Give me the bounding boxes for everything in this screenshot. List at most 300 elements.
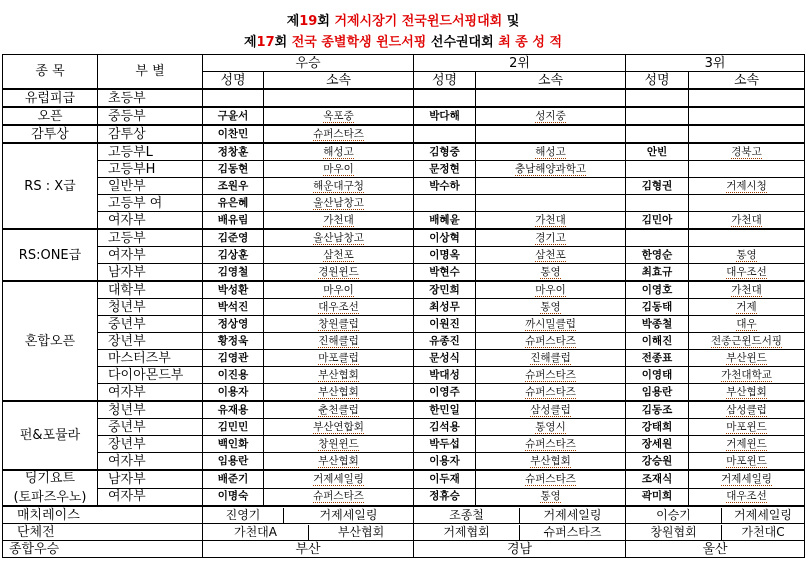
winner-name [626,384,689,402]
winner-affiliation [689,247,805,264]
winner-affiliation-text: 성지중 [535,109,566,122]
winner-affiliation [689,178,805,195]
event-cell [3,470,98,506]
winner-affiliation [264,333,414,350]
header-event: 종 목 [3,55,98,90]
winner-affiliation [689,107,805,125]
winner-name [626,107,689,125]
winner-name [626,488,689,506]
winner-name-text: 이영호 [641,283,673,296]
winner-affiliation-text: 슈퍼스타즈 [313,490,364,503]
match-race-third-affiliation: 거제세일링 [721,508,804,523]
winner-affiliation-text: 대우조선 [726,490,767,503]
winner-name [626,89,689,107]
winner-affiliation-text: 가천대학교 [721,368,772,381]
event-cell [3,229,98,281]
winner-name-text: 문성식 [429,351,460,364]
winner-name [203,488,264,506]
winner-name [414,453,476,471]
winner-affiliation [264,299,414,316]
winner-affiliation [476,247,626,264]
winner-affiliation-text: 통영 [540,300,561,313]
winner-name [626,125,689,143]
match-race-label: 매치레이스 [3,506,203,524]
winner-name-text: 한민일 [429,403,460,416]
division-cell: 초등부 [98,89,203,107]
winner-affiliation-text: 울산남창고 [313,231,364,244]
winner-name-text: 김동태 [641,300,673,313]
winner-name [414,125,476,143]
winner-name-text: 정상영 [217,317,249,330]
winner-name [203,125,264,143]
winner-affiliation-text: 거제 [736,300,757,313]
header-division: 부 별 [98,55,203,90]
winner-affiliation [264,436,414,453]
winner-affiliation [476,178,626,195]
winner-name-text: 배혜윤 [429,213,460,226]
winner-affiliation [476,107,626,125]
results-table [2,54,805,558]
winner-name-text: 박성환 [217,283,249,296]
winner-affiliation-text: 슈퍼스타즈 [525,385,576,398]
winner-affiliation [689,470,805,488]
division-cell: 청년부 [98,401,203,419]
winner-affiliation [264,161,414,178]
winner-name [626,143,689,161]
winner-affiliation [689,316,805,333]
winner-affiliation-text: 거제세일링 [313,472,364,485]
winner-affiliation-text: 통영 [540,490,561,503]
winner-affiliation-text: 부산협회 [318,385,359,398]
winner-name [203,384,264,402]
winner-affiliation [476,436,626,453]
winner-affiliation [476,143,626,161]
winner-name-text: 박대성 [429,368,460,381]
winner-name [626,436,689,453]
division-cell: 여자부 [98,488,203,506]
winner-name [626,281,689,299]
winner-name [203,89,264,107]
winner-affiliation-text: 해운대구청 [313,179,364,192]
winner-name [203,212,264,230]
winner-name-text: 황정욱 [217,334,249,347]
division-cell: 일반부 [98,178,203,195]
winner-name-text: 강승원 [641,454,673,467]
header-affiliation: 소속 [476,72,626,90]
winner-affiliation-text: 경기고 [535,231,566,244]
header-first-place: 우승 [203,55,414,72]
winner-name [626,453,689,471]
winner-name [626,247,689,264]
winner-affiliation-text: 부산윈드 [726,351,767,364]
winner-affiliation-text: 경원윈드 [318,265,359,278]
winner-name-text: 이용자 [217,385,249,398]
winner-affiliation-text: 창원윈드 [318,437,359,450]
team-second-b: 슈퍼스타즈 [519,525,625,540]
winner-name [203,367,264,384]
winner-affiliation [264,125,414,143]
winner-affiliation-text: 삼성클럽 [530,403,571,416]
winner-affiliation-text: 통영 [540,265,561,278]
winner-name-text: 유종진 [429,334,460,347]
winner-affiliation-text: 가천대 [731,213,762,226]
winner-affiliation [689,436,805,453]
winner-affiliation [264,384,414,402]
winner-name [414,143,476,161]
winner-affiliation-text: 가천대 [535,213,566,226]
winner-name-text: 이해진 [641,334,673,347]
winner-name [414,367,476,384]
winner-name [414,178,476,195]
team-second: 거제협회 [443,524,490,539]
winner-affiliation-text: 해성고 [323,145,354,158]
winner-affiliation-text: 창원클럽 [318,317,359,330]
winner-affiliation [264,247,414,264]
winner-affiliation-text: 거제시청 [726,179,767,192]
match-race-first-name: 진영기 [225,507,261,522]
winner-affiliation [476,333,626,350]
winner-name [414,384,476,402]
winner-affiliation-text: 삼천포 [323,248,354,261]
winner-name-text: 김민민 [217,420,249,433]
event-cell [3,281,98,401]
winner-name-text: 조재식 [641,472,673,485]
winner-affiliation-text: 해성고 [535,145,566,158]
winner-affiliation [476,488,626,506]
division-cell: 장년부 [98,436,203,453]
winner-name-text: 이영주 [429,385,460,398]
winner-affiliation [476,401,626,419]
event-name: RS:ONE급 [18,247,82,263]
winner-affiliation-text: 대우조선 [726,265,767,278]
division-cell: 감투상 [98,125,203,143]
overall-third: 울산 [626,541,805,558]
winner-affiliation [689,367,805,384]
winner-affiliation-text: 충남해양과학고 [514,162,586,175]
header-name: 성명 [414,72,476,90]
winner-name-text: 이명숙 [217,490,249,503]
winner-affiliation-text: 마포클럽 [318,351,359,364]
winner-affiliation [689,161,805,178]
winner-name-text: 최성무 [429,300,460,313]
winner-name [203,436,264,453]
event-cell [3,107,98,125]
winner-affiliation [476,89,626,107]
team-label: 단체전 [3,524,203,541]
winner-affiliation-text: 진해클럽 [530,351,571,364]
winner-name-text: 정창훈 [217,145,249,158]
event-name: 펀&포뮬라 [19,428,81,443]
winner-name-text: 유은혜 [217,196,249,209]
division-cell: 고등부L [98,143,203,161]
match-race-first-affiliation: 거제세일링 [283,508,413,523]
winner-name [626,333,689,350]
winner-affiliation [264,419,414,436]
title-line-2: 제17회 전국 종별학생 윈드서핑 선수권대회 최 종 성 적 [243,35,563,50]
winner-name-text: 박다해 [429,109,460,122]
winner-affiliation-text: 거제윈드 [726,437,767,450]
winner-name-text: 임용란 [217,454,249,467]
division-cell: 다이아몬드부 [98,367,203,384]
winner-name-text: 백인화 [217,437,249,450]
overall-first: 부산 [203,541,414,558]
winner-affiliation-text: 대우 [736,317,757,330]
winner-name [203,264,264,282]
winner-name [626,316,689,333]
winner-name-text: 정휴승 [429,490,460,503]
team-first-b: 부산협회 [308,525,413,540]
team-third-b: 가천대C [721,525,804,540]
winner-affiliation [264,178,414,195]
winner-name-text: 김동조 [641,403,673,416]
winner-name-text: 김준영 [217,231,249,244]
winner-name-text: 김석용 [429,420,460,433]
winner-name-text: 이상혁 [429,231,460,244]
winner-affiliation-text: 삼성클럽 [726,403,767,416]
winner-affiliation [476,367,626,384]
division-cell: 중년부 [98,419,203,436]
winner-name [414,470,476,488]
winner-name-text: 임용란 [641,385,673,398]
winner-affiliation [476,195,626,212]
winner-affiliation [264,89,414,107]
winner-affiliation-text: 옥포중 [323,109,354,122]
winner-name [414,419,476,436]
winner-name-text: 배유림 [217,213,249,226]
winner-name-text: 곽미희 [641,490,673,503]
winner-name [203,350,264,367]
winner-name [626,470,689,488]
winner-name-text: 장세원 [641,437,673,450]
winner-affiliation [476,350,626,367]
team-third: 창원협회 [650,524,697,539]
winner-affiliation [689,195,805,212]
overall-second: 경남 [414,541,626,558]
division-cell: 남자부 [98,470,203,488]
winner-name [203,178,264,195]
winner-affiliation-text: 슈퍼스타즈 [525,437,576,450]
event-cell [3,143,98,229]
winner-affiliation [476,316,626,333]
winner-affiliation-text: 부산협회 [318,368,359,381]
division-cell: 여자부 [98,453,203,471]
winner-affiliation [689,229,805,247]
division-cell: 여자부 [98,212,203,230]
winner-name [203,281,264,299]
winner-name-text: 이두재 [429,472,460,485]
winner-name [203,453,264,471]
division-cell: 중년부 [98,316,203,333]
winner-name-text: 박두섭 [429,437,460,450]
winner-affiliation-text: 마우이 [535,283,566,296]
results-body [3,89,805,506]
winner-name-text: 김민아 [641,213,673,226]
winner-name [626,401,689,419]
winner-name [414,333,476,350]
winner-affiliation-text: 슈퍼스타즈 [525,368,576,381]
winner-affiliation-text: 가천대 [731,283,762,296]
header-second-place: 2위 [414,55,626,72]
header-name: 성명 [203,72,264,90]
winner-affiliation [689,333,805,350]
winner-name-text: 전종표 [641,351,673,364]
winner-affiliation [689,264,805,282]
winner-name-text: 박수하 [429,179,460,192]
event-name: 유럽피급 [24,90,76,106]
division-cell: 여자부 [98,384,203,402]
winner-affiliation [264,367,414,384]
winner-name-text: 배준기 [217,472,249,485]
winner-affiliation [476,419,626,436]
winner-affiliation [264,195,414,212]
winner-affiliation [476,281,626,299]
winner-name-text: 이용자 [429,454,460,467]
winner-affiliation [264,264,414,282]
winner-affiliation-text: 마포윈드 [726,454,767,467]
winner-affiliation-text: 슈퍼스타즈 [525,472,576,485]
winner-name-text: 이진용 [217,368,249,381]
winner-affiliation [689,143,805,161]
winner-affiliation [476,125,626,143]
winner-affiliation-text: 마포윈드 [726,420,767,433]
winner-affiliation [264,143,414,161]
header-affiliation: 소속 [264,72,414,90]
winner-affiliation-text: 대우조선 [318,300,359,313]
division-cell: 여자부 [98,247,203,264]
winner-name [203,316,264,333]
overall-label: 종합우승 [3,541,203,558]
winner-name-text: 김동현 [217,162,249,175]
team-first: 가천대A [234,524,277,539]
event-name: 딩기요트 [24,471,76,486]
division-cell: 중등부 [98,107,203,125]
division-cell: 고등부 [98,229,203,247]
winner-name [626,264,689,282]
event-name: 감투상 [31,126,69,142]
winner-name [626,178,689,195]
winner-name-text: 장민희 [429,283,460,296]
winner-name-text: 이명옥 [429,248,460,261]
winner-name [203,299,264,316]
event-cell [3,401,98,470]
winner-name [414,195,476,212]
winner-name [203,247,264,264]
winner-affiliation-text: 거제세일링 [721,472,772,485]
winner-affiliation [264,401,414,419]
event-cell [3,125,98,143]
winner-name [414,281,476,299]
winner-name-text: 조원우 [217,179,249,192]
winner-name [626,195,689,212]
winner-name-text: 강태희 [641,420,673,433]
winner-affiliation [689,419,805,436]
winner-name [203,470,264,488]
winner-name-text: 한영순 [641,248,673,261]
winner-name [626,229,689,247]
winner-affiliation [264,281,414,299]
winner-affiliation-text: 부산협회 [318,454,359,467]
header-third-place: 3위 [626,55,805,72]
winner-affiliation [476,264,626,282]
winner-name [203,161,264,178]
winner-name [414,161,476,178]
winner-name-text: 이영태 [641,368,673,381]
winner-name-text: 이찬민 [217,127,249,140]
winner-name [626,299,689,316]
winner-name [203,229,264,247]
winner-affiliation-text: 까시밀클럽 [525,317,576,330]
winner-name [203,195,264,212]
winner-affiliation [689,384,805,402]
winner-affiliation-text: 진해클럽 [318,334,359,347]
event-name: 혼합오픈 [24,333,76,349]
winner-name [414,488,476,506]
winner-affiliation-text: 부산협회 [530,454,571,467]
winner-affiliation-text: 전종근윈드서핑 [710,334,782,347]
winner-name [414,350,476,367]
match-race-third-name: 이승기 [656,507,691,522]
winner-name-text: 김형중 [429,145,460,158]
winner-name [203,107,264,125]
winner-name-text: 박석진 [217,300,249,313]
header-name: 성명 [626,72,689,90]
winner-name [626,350,689,367]
winner-affiliation [264,350,414,367]
winner-name [414,264,476,282]
winner-affiliation [689,488,805,506]
winner-affiliation [689,125,805,143]
winner-name [414,89,476,107]
division-cell: 남자부 [98,264,203,282]
winner-affiliation-text: 울산남창고 [313,196,364,209]
winner-affiliation [476,161,626,178]
winner-affiliation [689,350,805,367]
header-affiliation: 소속 [689,72,805,90]
winner-name-text: 최효규 [641,265,673,278]
winner-affiliation-text: 경북고 [731,145,762,158]
winner-name [203,419,264,436]
division-cell: 대학부 [98,281,203,299]
winner-affiliation-text: 가천대 [323,213,354,226]
winner-affiliation [476,229,626,247]
event-name: RS : X급 [24,178,76,194]
winner-name [626,419,689,436]
winner-affiliation-text: 춘천클럽 [318,403,359,416]
winner-name-text: 박종철 [641,317,673,330]
winner-name-text: 박현수 [429,265,460,278]
winner-affiliation [476,299,626,316]
winner-name-text: 김영철 [217,265,249,278]
winner-affiliation [264,316,414,333]
division-cell: 고등부H [98,161,203,178]
winner-name-text: 구윤서 [217,109,249,122]
winner-affiliation [689,212,805,230]
winner-affiliation-text: 통영 [736,248,757,261]
winner-name-text: 문정현 [429,162,460,175]
winner-affiliation-text: 삼천포 [535,248,566,261]
division-cell: 마스터즈부 [98,350,203,367]
winner-name [626,161,689,178]
winner-name [414,107,476,125]
winner-name-text: 김상훈 [217,248,249,261]
winner-affiliation-text: 통영시 [535,420,566,433]
winner-affiliation-text: 마우이 [323,162,354,175]
winner-name-text: 유재용 [217,403,249,416]
winner-affiliation [476,453,626,471]
winner-name-text: 이원진 [429,317,460,330]
title-line-1: 제19회 거제시장기 전국윈드서핑대회 및 [286,14,520,29]
winner-affiliation [476,470,626,488]
